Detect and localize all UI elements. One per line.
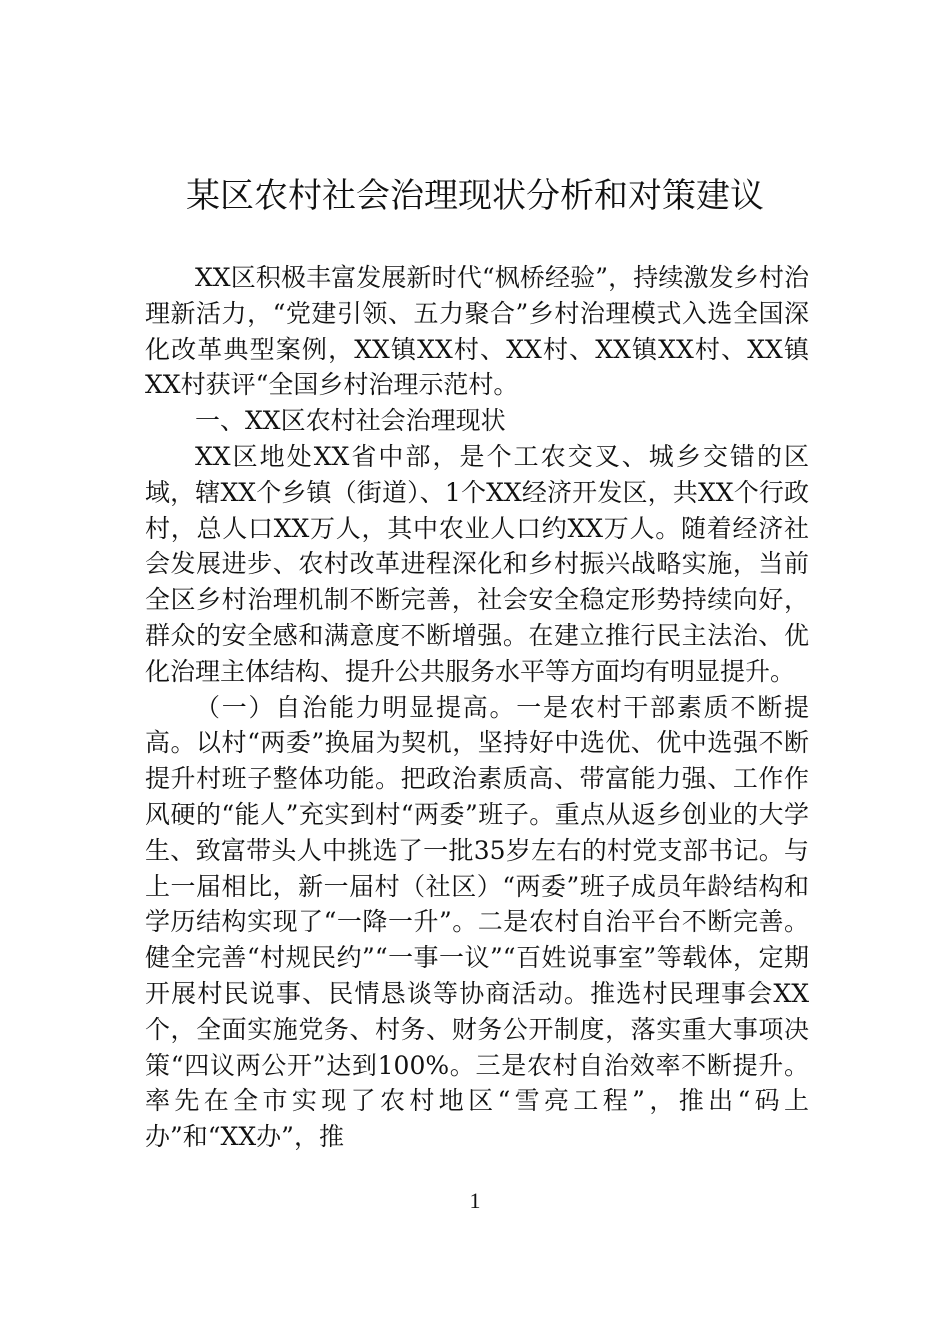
document-body xyxy=(145,260,809,1155)
document-title: 某区农村社会治理现状分析和对策建议 xyxy=(186,176,764,216)
paragraph-autonomy: （一）自治能力明显提高。一是农村干部素质不断提高。以村“两委”换届为契机，坚持好中选优、优中选强不断提升村班子整体功能。把政治素质高、带富能力强、工作作风硬的“能人”充实到村“两委”班子。重点从返乡创业的大学生、致富带头人中挑选了一批35岁左右的村党支部书记。与上一届相比，新一届村（社区）“两委”班子成员年龄结构和学历结构实现了“一降一升”。二是农村自治平台不断完善。健全完善“村规民约”“一事一议”“百姓说事室”等载体，定期开展村民说事、民情恳谈等协商活动。推选村民理事会XX个，全面实施党务、村务、财务公开制度，落实重大事项决策“四议两公开”达到100%。三是农村自治效率不断提升。率先在全市实现了农村地区“雪亮工程”，推出“码上办”和“XX办”，推 xyxy=(145,692,809,1152)
section-heading: 一、XX区农村社会治理现状 xyxy=(195,406,506,436)
paragraph-overview: XX区地处XX省中部，是个工农交叉、城乡交错的区域，辖XX个乡镇（街道）、1个XX经济开发区，共XX个行政村，总人口XX万人，其中农业人口约XX万人。随着经济社会发展进步、农村改革进程深化和乡村振兴战略实施，当前全区乡村治理机制不断完善，社会安全稳定形势持续向好，群众的安全感和满意度不断增强。在建立推行民主法治、优化治理主体结构、提升公共服务水平等方面均有明显提升。 xyxy=(145,441,809,686)
page-number: 1 xyxy=(469,1188,481,1213)
paragraph-intro: XX区积极丰富发展新时代“枫桥经验”，持续激发乡村治理新活力，“党建引领、五力聚合”乡村治理模式入选全国深化改革典型案例，XX镇XX村、XX村、XX镇XX村、XX镇XX村获评“全国乡村治理示范村。 xyxy=(145,263,809,400)
